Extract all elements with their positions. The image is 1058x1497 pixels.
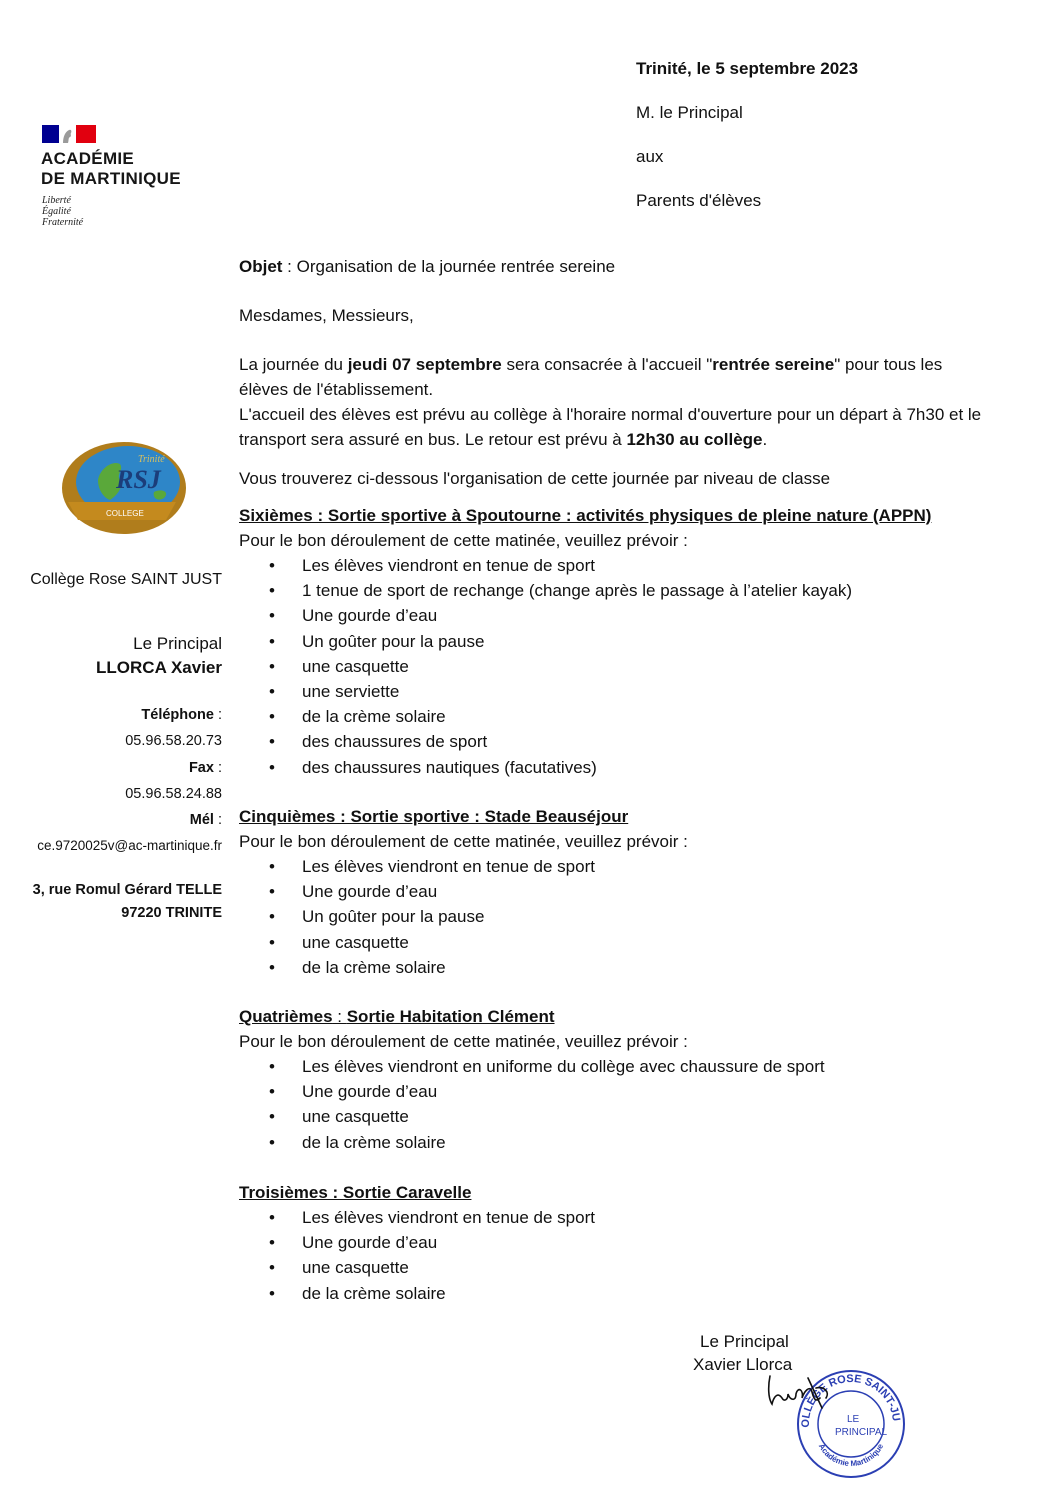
svg-text:LE: LE xyxy=(847,1414,860,1425)
academy-name xyxy=(41,149,181,189)
address-line1: 3, rue Romul Gérard TELLE xyxy=(32,882,222,898)
svg-text:Académie Martinique: Académie Martinique xyxy=(816,1442,886,1469)
list-item: • Les élèves viendront en uniforme du collège avec chaussure de sport xyxy=(239,1054,825,1079)
list-item: • de la crème solaire xyxy=(239,704,852,729)
list-item: • des chaussures de sport xyxy=(239,729,852,754)
recipient-prefix: aux xyxy=(636,147,664,166)
list-item: • des chaussures nautiques (facutatives) xyxy=(239,755,852,780)
list-item: • Les élèves viendront en tenue de sport xyxy=(239,854,595,879)
academy-logo xyxy=(40,123,240,233)
signature-role: Le Principal xyxy=(700,1332,789,1351)
letter-date: Trinité, le 5 septembre 2023 xyxy=(636,59,859,78)
section-intro-sixiemes: Pour le bon déroulement de cette matinée, veuillez prévoir : xyxy=(239,531,688,550)
email-link[interactable]: ce.9720025v@ac-martinique.fr xyxy=(37,838,222,853)
section-title-sixiemes: Sixièmes : Sortie sportive à Spoutourne : activités physiques de pleine nature (APPN) xyxy=(239,506,932,525)
list-item: • Une gourde d’eau xyxy=(239,1230,595,1255)
academy-name-line1: ACADÉMIE xyxy=(41,149,135,168)
checklist-troisiemes xyxy=(239,1205,595,1306)
motto-egalite: Égalité xyxy=(42,206,71,217)
list-item: • Les élèves viendront en tenue de sport xyxy=(239,553,852,578)
principal-role: Le Principal xyxy=(133,634,222,653)
sender: M. le Principal xyxy=(636,103,743,122)
college-name: Collège Rose SAINT JUST xyxy=(30,571,222,588)
signature-name: Xavier Llorca xyxy=(693,1355,793,1374)
section-title-cinquiemes: Cinquièmes : Sortie sportive : Stade Beauséjour xyxy=(239,807,629,826)
fax-label: Fax : xyxy=(188,760,222,776)
motto-fraternite: Fraternité xyxy=(42,217,84,228)
list-item: • de la crème solaire xyxy=(239,1130,825,1155)
intro-paragraph: La journée du jeudi 07 septembre sera consacrée à l'accueil "rentrée sereine" pour tous les élèves de l'établissement. L'accueil des élèves est prévu au collège à l'horaire normal d'ouverture pour un départ à 7h30 et le transport sera assuré en bus. Le retour est prévu à 12h30 au collège. xyxy=(239,355,982,449)
list-item: • une casquette xyxy=(239,654,852,679)
list-item: • Un goûter pour la pause xyxy=(239,629,852,654)
checklist-cinquiemes xyxy=(239,854,595,980)
list-item: • de la crème solaire xyxy=(239,1281,595,1306)
phone-label: Téléphone : xyxy=(141,707,222,723)
address-line2: 97220 TRINITE xyxy=(121,905,222,921)
list-item: • une casquette xyxy=(239,1104,825,1129)
section-intro-cinquiemes: Pour le bon déroulement de cette matinée, veuillez prévoir : xyxy=(239,832,688,851)
checklist-quatriemes xyxy=(239,1054,825,1155)
section-intro-quatriemes: Pour le bon déroulement de cette matinée, veuillez prévoir : xyxy=(239,1032,688,1051)
republic-motto xyxy=(42,195,83,228)
list-item: • Une gourde d’eau xyxy=(239,603,852,628)
college-logo-letters: RSJ xyxy=(116,465,161,494)
motto-liberte: Liberté xyxy=(42,195,71,206)
recipient: Parents d'élèves xyxy=(636,191,762,210)
college-logo xyxy=(58,440,188,540)
svg-text:COLLÈGE ROSE SAINT-JUST: OLLÈGE ROSE SAINT-JU xyxy=(799,1372,903,1428)
email-label: Mél : xyxy=(189,812,222,828)
list-item: • Un goûter pour la pause xyxy=(239,904,595,929)
list-item: • Une gourde d’eau xyxy=(239,1079,825,1104)
svg-text:Trinité: Trinité xyxy=(138,454,165,465)
list-item: • 1 tenue de sport de rechange (change après le passage à l’atelier kayak) xyxy=(239,578,852,603)
list-item: • une casquette xyxy=(239,1255,595,1280)
section-title-quatriemes: Quatrièmes : Sortie Habitation Clément xyxy=(239,1007,555,1026)
marianne-flag-icon xyxy=(42,123,96,143)
list-item: • de la crème solaire xyxy=(239,955,595,980)
checklist-sixiemes xyxy=(239,553,852,780)
organisation-intro: Vous trouverez ci-dessous l'organisation de cette journée par niveau de classe xyxy=(239,469,831,488)
letter-subject: Objet : Organisation de la journée rentrée sereine xyxy=(239,257,616,276)
list-item: • une casquette xyxy=(239,930,595,955)
principal-name: LLORCA Xavier xyxy=(96,658,222,677)
list-item: • Les élèves viendront en tenue de sport xyxy=(239,1205,595,1230)
salutation: Mesdames, Messieurs, xyxy=(239,306,414,325)
fax-value: 05.96.58.24.88 xyxy=(125,786,222,802)
section-title-troisiemes: Troisièmes : Sortie Caravelle xyxy=(239,1183,472,1202)
handwritten-signature xyxy=(764,1372,836,1412)
svg-text:PRINCIPAL: PRINCIPAL xyxy=(835,1427,888,1438)
phone-value: 05.96.58.20.73 xyxy=(125,733,222,749)
academy-name-line2: DE MARTINIQUE xyxy=(41,169,181,188)
list-item: • Une gourde d’eau xyxy=(239,879,595,904)
list-item: • une serviette xyxy=(239,679,852,704)
svg-text:COLLEGE: COLLEGE xyxy=(106,509,144,518)
